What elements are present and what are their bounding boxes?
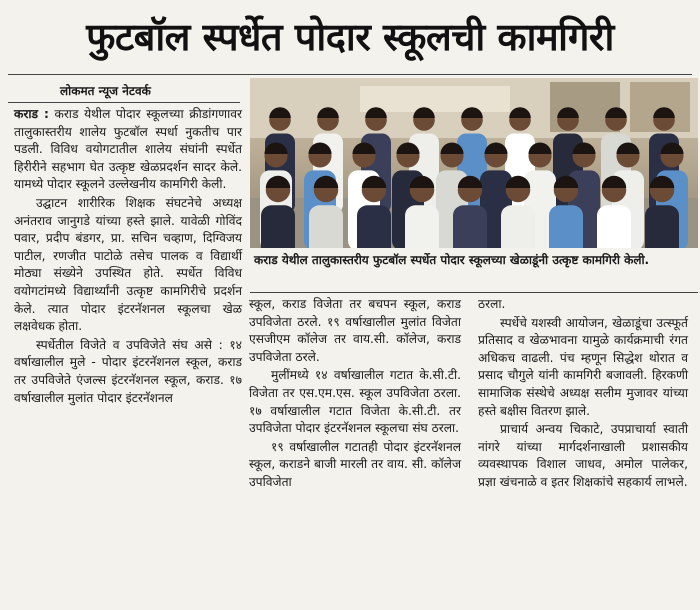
- person-hair: [484, 142, 507, 154]
- column-2: [249, 296, 461, 492]
- caption-rule: [250, 292, 698, 293]
- paragraph-8: स्पर्धेचे यशस्वी आयोजन, खेळाडूंचा उत्स्फूर्त प्रतिसाद व खेळभावना यामुळे कार्यक्रमाची रंगत अधिकच वाढली. पंच म्हणून सिद्धेश थोरात व प्रसाद चौगुले यांनी कामगिरी बजावली. हिरकणी सामाजिक संस्थेचे अध्यक्ष सलीम मुजावर यांच्या हस्ते बक्षीस वितरण झाले.: [478, 315, 688, 418]
- person-body: [597, 205, 631, 248]
- paragraph-2: उद्घाटन शारीरिक शिक्षक संघटनेचे अध्यक्ष अनंतराव जानुगडे यांच्या हस्ते झाले. यावेळी गोविंद पवार, प्रदीप बंडगर, प्रा. सचिन चव्हाण, दिग्विजय पाटील, रणजीत पाटोळे तसेच पालक व विद्यार्थी मोठ्या संख्येने उपस्थित होते. स्पर्धेत विविध वयोगटांमध्ये विद्यार्थ्यांनी उत्कृष्ट कामगिरीचे प्रदर्शन केले. त्यात पोदार इंटरनॅशनल स्कूलचा खेळ लक्षवेधक होता.: [14, 195, 242, 334]
- person-body: [309, 205, 343, 248]
- paragraph-6: १९ वर्षाखालील गटातही पोदार इंटरनॅशनल स्कूल, कराडने बाजी मारली तर वाय. सी. कॉलेज उपविजेता: [249, 439, 461, 489]
- paragraph-5: मुलींमध्ये १४ वर्षाखालील गटात के.सी.टी. विजेता तर एस.एम.एस. स्कूल उपविजेता ठरला. १७ वर्षाखालील गटात विजेता के.सी.टी. तर उपविजेता पोदार इंटरनॅशनल स्कूलचा संघ ठरला.: [249, 368, 461, 436]
- photo-illustration: [250, 78, 698, 248]
- photo-banner: [360, 86, 510, 112]
- photo-caption: कराड येथील तालुकास्तरीय फुटबॉल स्पर्धेत पोदार स्कूलच्या खेळाडूंनी उत्कृष्ट कामगिरी केली.: [254, 253, 650, 267]
- person-body: [405, 205, 439, 248]
- column-1: [14, 106, 242, 407]
- headline-rule: [8, 74, 692, 75]
- paragraph-4: स्कूल, कराड विजेता तर बचपन स्कूल, कराड उपविजेता ठरले. १९ वर्षाखालील मुलांत विजेता एसजीएम कॉलेज तर वाय.सी. कॉलेज, कराड उपविजेता ठरले.: [249, 297, 461, 364]
- column-3: [478, 296, 688, 492]
- headline: फुटबॉल स्पर्धेत पोदार स्कूलची कामगिरी: [86, 15, 614, 59]
- person-body: [501, 205, 535, 248]
- paragraph-9: प्राचार्य अन्वय चिकाटे, उपप्राचार्या स्वाती नांगरे यांच्या मार्गदर्शनाखाली प्रशासकीय व्यवस्थापक विशाल जाधव, अमोल पालेकर, प्रज्ञा खंचनाळे व इतर शिक्षकांचे सहकार्य लाभले.: [478, 422, 688, 489]
- paragraph-1: [14, 106, 242, 194]
- byline-rule: [8, 102, 240, 103]
- person-body: [549, 205, 583, 248]
- person-body: [453, 205, 487, 248]
- paragraph-7: ठरला.: [478, 297, 506, 311]
- paragraph-1-text: कराड येथील पोदार स्कूलच्या क्रीडांगणावर तालुकास्तरीय शालेय फुटबॉल स्पर्धा नुकतीच पार पडली. विविध वयोगटातील शालेय संघांनी स्पर्धेत हिरीरीने सहभाग घेत उत्कृष्ट खेळप्रदर्शन सादर केले. यामध्ये पोदार स्कूलने उल्लेखनीय कामगिरी केली.: [14, 107, 243, 192]
- dateline-place: कराड :: [14, 107, 49, 121]
- paragraph-3: स्पर्धेतील विजेते व उपविजेते संघ असे : १४ वर्षाखालील मुले - पोदार इंटरनॅशनल स्कूल, कराड तर उपविजेते एंजल्स इंटरनॅशनल स्कूल, कराड. १७ वर्षाखालील मुलांत पोदार इंटरनॅशनल: [14, 337, 242, 405]
- person-body: [645, 205, 679, 248]
- person-body: [357, 205, 391, 248]
- byline: लोकमत न्यूज नेटवर्क: [60, 84, 151, 98]
- person-body: [261, 205, 295, 248]
- group-photo: [250, 78, 698, 248]
